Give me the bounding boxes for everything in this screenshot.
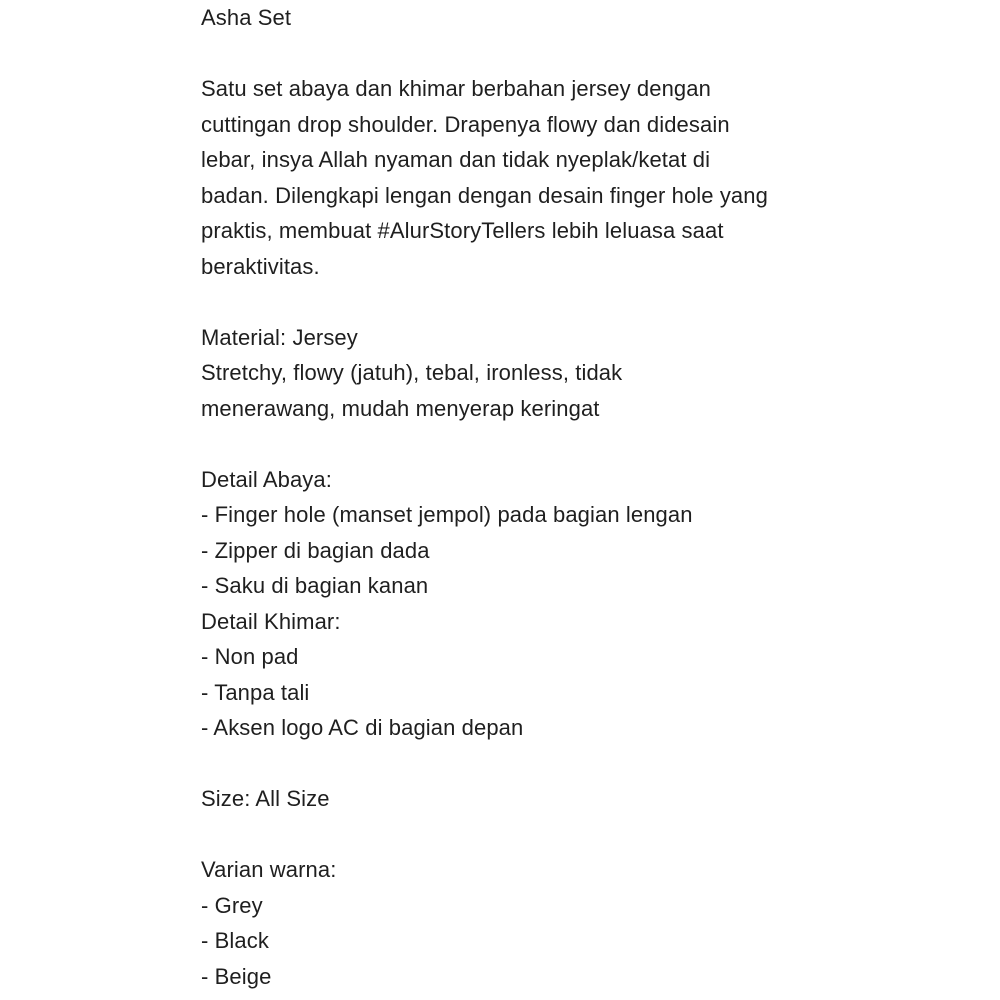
- text-line: - Saku di bagian kanan: [201, 573, 429, 598]
- text-line: Material: Jersey: [201, 324, 358, 350]
- text-line: Size: All Size: [201, 786, 330, 811]
- text-line: - Beige: [201, 963, 272, 989]
- text-line: - Grey: [201, 892, 263, 918]
- text-line: - Zipper di bagian dada: [201, 537, 430, 563]
- text-line: badan. Dilengkapi lengan dengan desain finger hole yang: [201, 182, 768, 208]
- text-line: beraktivitas.: [201, 253, 320, 279]
- text-line: - Non pad: [201, 644, 299, 669]
- text-line: - Finger hole (manset jempol) pada bagian lengan: [201, 502, 693, 527]
- text-line: Stretchy, flowy (jatuh), tebal, ironless, tidak: [201, 360, 623, 385]
- text-line: Satu set abaya dan khimar berbahan jersey dengan: [201, 76, 711, 101]
- text-line: praktis, membuat #AlurStoryTellers lebih leluasa saat: [201, 218, 724, 243]
- text-line: Detail Abaya:: [201, 466, 332, 492]
- blank-line: [201, 36, 841, 72]
- blank-line: [201, 746, 841, 782]
- text-line: lebar, insya Allah nyaman dan tidak nyeplak/ketat di: [201, 147, 711, 172]
- product-description: [201, 0, 841, 994]
- text-line: menerawang, mudah menyerap keringat: [201, 395, 600, 421]
- text-line: cuttingan drop shoulder. Drapenya flowy dan didesain: [201, 111, 730, 137]
- text-line: Detail Khimar:: [201, 608, 341, 634]
- text-line: - Black: [201, 928, 269, 953]
- text-line: Varian warna:: [201, 857, 337, 882]
- blank-line: [201, 426, 841, 462]
- page-title: Asha Set: [201, 5, 292, 30]
- blank-line: [201, 817, 841, 853]
- text-line: - Aksen logo AC di bagian depan: [201, 715, 524, 740]
- blank-line: [201, 284, 841, 320]
- text-line: - Tanpa tali: [201, 679, 310, 705]
